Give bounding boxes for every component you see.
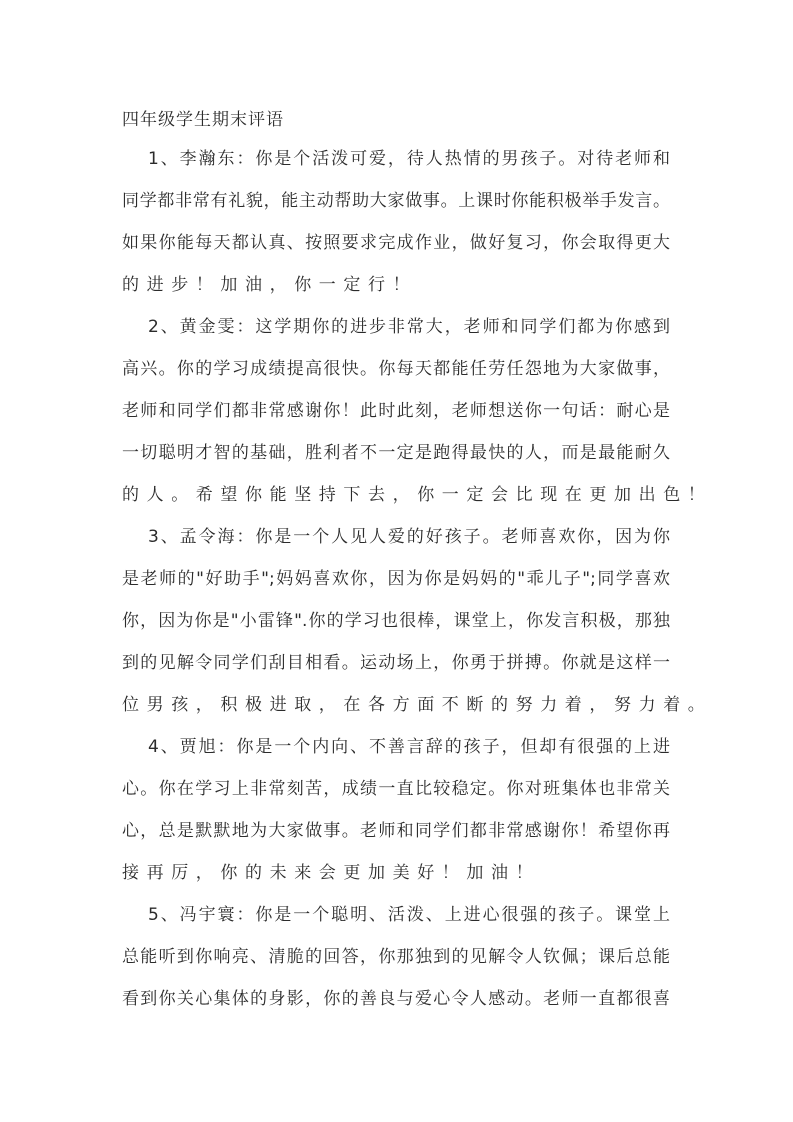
comment-line: 如果你能每天都认真、按照要求完成作业，做好复习，你会取得更大 xyxy=(122,233,670,253)
comment-first-line: 1、李瀚东：你是个活泼可爱，待人热情的男孩子。对待老师和 xyxy=(148,149,670,169)
comment-line: 同学都非常有礼貌，能主动帮助大家做事。上课时你能积极举手发言。 xyxy=(122,191,670,211)
comment-line: 的人。希望你能坚持下去，你一定会比现在更加出色！ xyxy=(122,485,713,505)
comment-line: 总能听到你响亮、清脆的回答，你那独到的见解令人钦佩；课后总能 xyxy=(122,947,670,967)
comment-line: 看到你关心集体的身影，你的善良与爱心令人感动。老师一直都很喜 xyxy=(122,989,670,1009)
comment-line: 一切聪明才智的基础，胜利者不一定是跑得最快的人，而是最能耐久 xyxy=(122,443,670,463)
comment-line: 心。你在学习上非常刻苦，成绩一直比较稳定。你对班集体也非常关 xyxy=(122,779,670,799)
comment-line: 到的见解令同学们刮目相看。运动场上，你勇于拼搏。你就是这样一 xyxy=(122,653,670,673)
comment-first-line: 2、黄金雯：这学期你的进步非常大，老师和同学们都为你感到 xyxy=(148,317,670,337)
comment-line: 接再厉，你的未来会更加美好！加油！ xyxy=(122,863,541,883)
comment-line: 高兴。你的学习成绩提高很快。你每天都能任劳任怨地为大家做事， xyxy=(122,359,670,379)
comment-first-line: 4、贾旭：你是一个内向、不善言辞的孩子，但却有很强的上进 xyxy=(148,737,670,757)
comment-line: 你，因为你是"小雷锋".你的学习也很棒，课堂上，你发言积极，那独 xyxy=(122,611,670,631)
comment-line: 是老师的"好助手";妈妈喜欢你，因为你是妈妈的"乖儿子";同学喜欢 xyxy=(122,569,670,589)
comment-line: 老师和同学们都非常感谢你！此时此刻，老师想送你一句话：耐心是 xyxy=(122,401,670,421)
comment-line: 心，总是默默地为大家做事。老师和同学们都非常感谢你！希望你再 xyxy=(122,821,670,841)
document-title: 四年级学生期末评语 xyxy=(122,110,284,130)
comment-first-line: 3、孟令海：你是一个人见人爱的好孩子。老师喜欢你，因为你 xyxy=(148,527,670,547)
comment-line: 的进步！加油，你一定行！ xyxy=(122,275,418,295)
comment-line: 位男孩，积极进取，在各方面不断的努力着，努力着。 xyxy=(122,695,713,715)
comment-first-line: 5、冯宇寰：你是一个聪明、活泼、上进心很强的孩子。课堂上 xyxy=(148,905,670,925)
